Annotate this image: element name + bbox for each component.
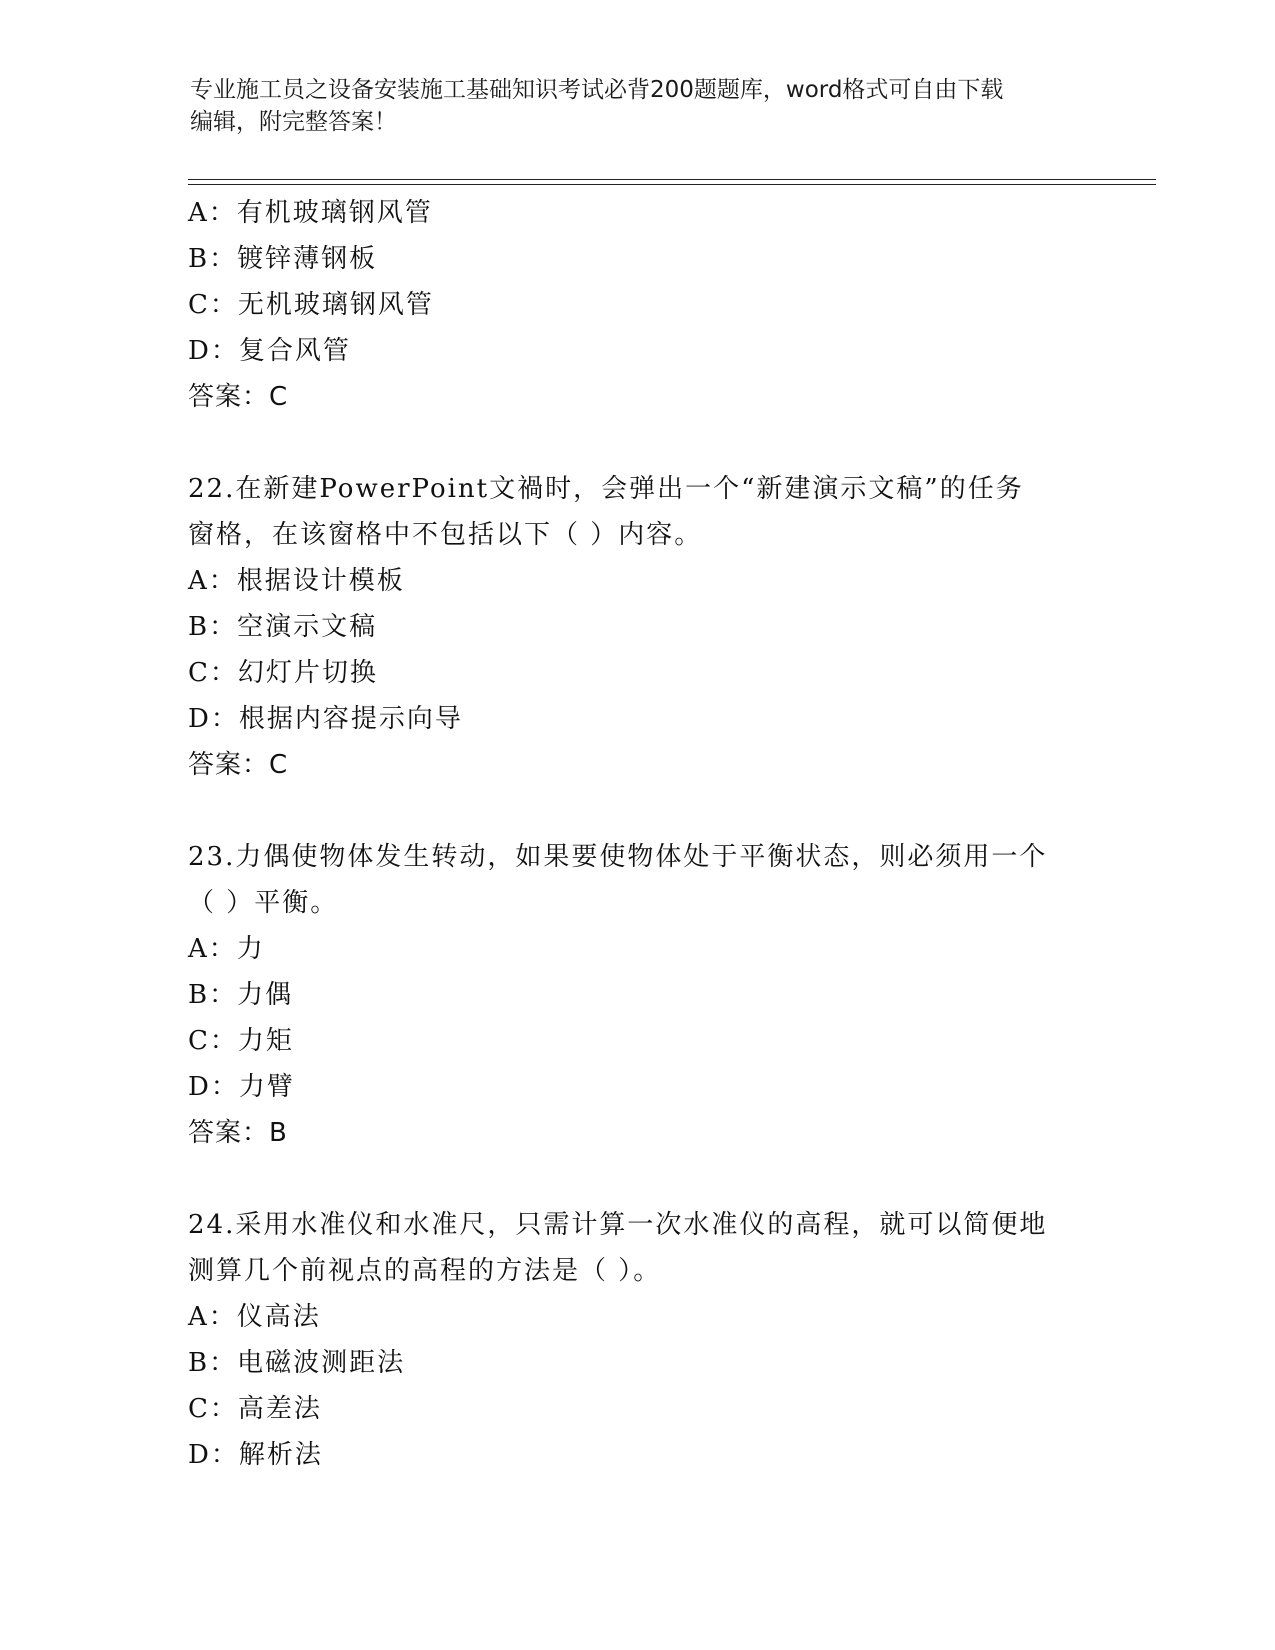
option-a: A：有机玻璃钢风管 <box>188 198 433 228</box>
answer-line: 答案：C <box>188 382 289 412</box>
option-c: C：力矩 <box>188 1026 294 1056</box>
option-b: B：镀锌薄钢板 <box>188 244 378 274</box>
question-text-line-1: 23.力偶使物体发生转动，如果要使物体处于平衡状态，则必须用一个 <box>188 842 1048 872</box>
option-b: B：空演示文稿 <box>188 612 378 642</box>
header-line-2: 编辑，附完整答案！ <box>190 109 397 135</box>
question-text-line-1: 24.采用水准仪和水准尺，只需计算一次水准仪的高程，就可以简便地 <box>188 1210 1048 1240</box>
option-d: D：复合风管 <box>188 336 351 366</box>
option-d: D：解析法 <box>188 1440 323 1470</box>
question-text-line-2: 窗格，在该窗格中不包括以下（ ）内容。 <box>188 520 703 550</box>
answer-line: 答案：C <box>188 750 289 780</box>
option-b: B：力偶 <box>188 980 294 1010</box>
option-a: A：仪高法 <box>188 1302 321 1332</box>
question-block-24 <box>188 1202 1088 1478</box>
question-text-line-2: （ ）平衡。 <box>188 888 339 918</box>
spacer <box>188 1156 1088 1202</box>
option-c: C：幻灯片切换 <box>188 658 378 688</box>
question-block-21 <box>188 190 1088 420</box>
header-rule-bottom <box>188 184 1156 185</box>
answer-line: 答案：B <box>188 1118 288 1148</box>
document-header <box>190 74 1090 138</box>
question-block-22 <box>188 466 1088 788</box>
question-list <box>188 190 1088 1478</box>
option-a: A：根据设计模板 <box>188 566 405 596</box>
question-block-23 <box>188 834 1088 1156</box>
option-c: C：无机玻璃钢风管 <box>188 290 434 320</box>
header-line-1: 专业施工员之设备安装施工基础知识考试必背200题题库，word格式可自由下载 <box>190 77 1004 103</box>
spacer <box>188 788 1088 834</box>
option-c: C：高差法 <box>188 1394 322 1424</box>
option-d: D：根据内容提示向导 <box>188 704 463 734</box>
header-rule-top <box>188 179 1156 180</box>
option-d: D：力臂 <box>188 1072 295 1102</box>
option-a: A：力 <box>188 934 265 964</box>
option-b: B：电磁波测距法 <box>188 1348 406 1378</box>
question-text-line-1: 22.在新建PowerPoint文禍时，会弹出一个“新建演示文稿”的任务 <box>188 474 1024 504</box>
spacer <box>188 420 1088 466</box>
question-text-line-2: 测算几个前视点的高程的方法是（ ）。 <box>188 1256 662 1286</box>
